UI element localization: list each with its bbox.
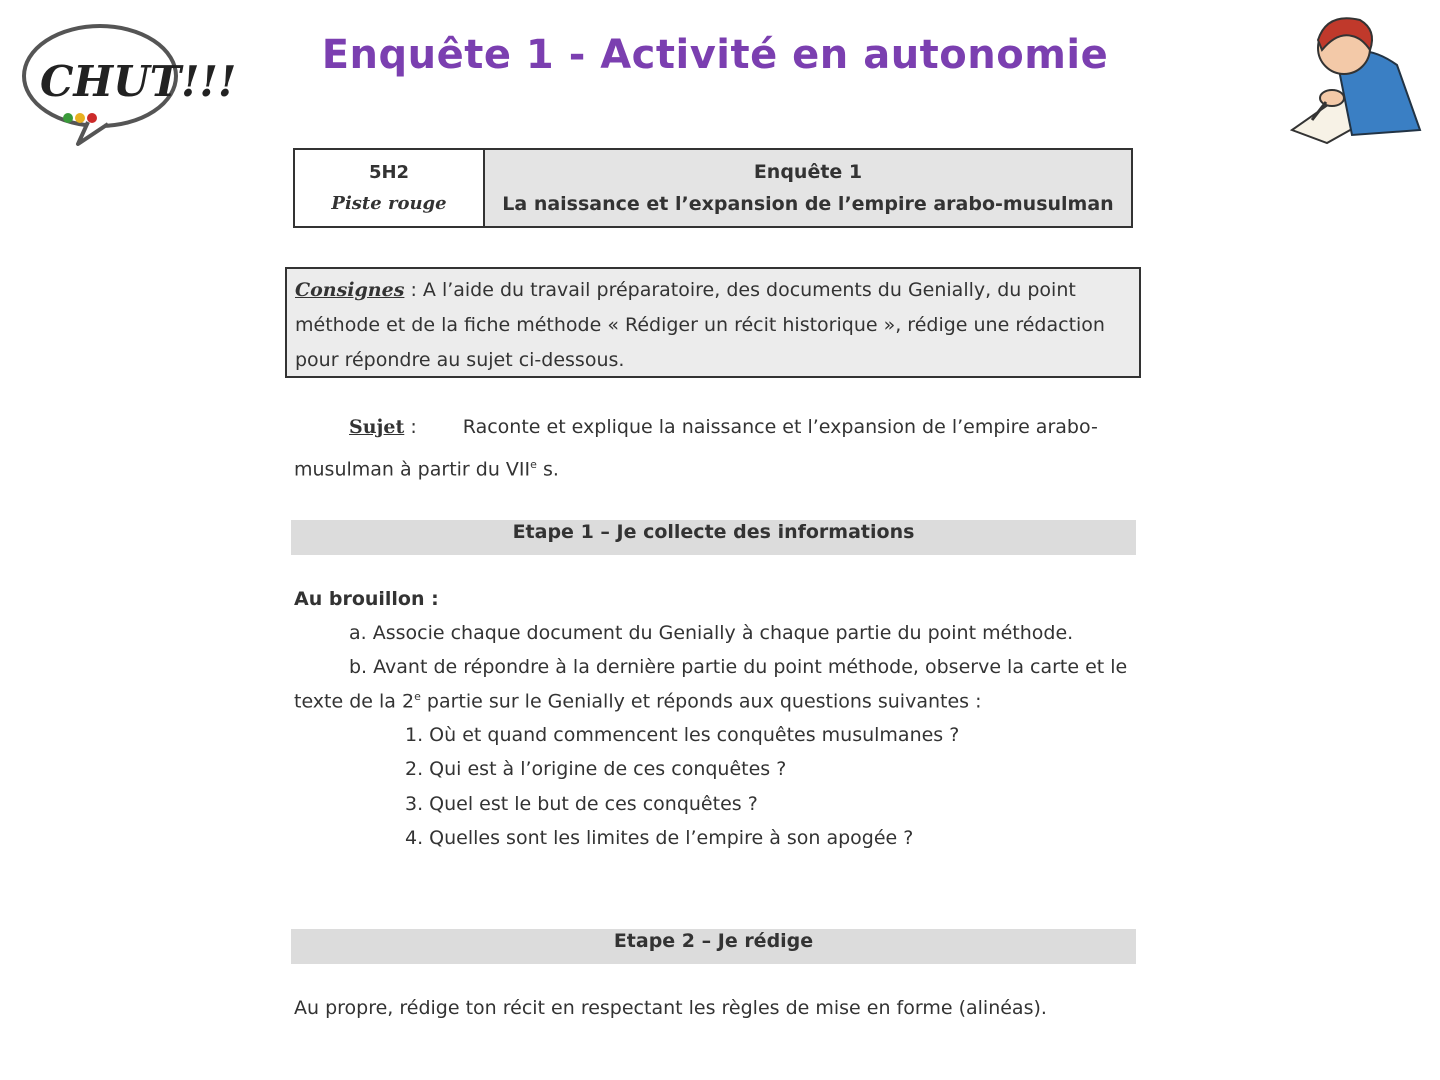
class-cell [295,150,485,226]
inquiry-cell [485,150,1131,226]
instructions-separator: : [404,279,423,301]
instructions-text: A l’aide du travail préparatoire, des documents du Genially, du point méthode et de la fiche méthode « Rédiger un récit historique », rédige une rédaction pour répondre au sujet ci-dessous. [295,279,1105,371]
step1-item-b: b. Avant de répondre à la dernière partie du point méthode, observe la carte et le [349,656,1128,678]
subject-label: Sujet [349,416,405,438]
subject-text-end: s. [536,458,559,481]
page-title: Enquête 1 - Activité en autonomie [321,32,1109,78]
question-2: 2. Qui est à l’origine de ces conquêtes ? [405,758,787,780]
item-b-text-end: partie sur le Genially et réponds aux questions suivantes : [420,690,982,713]
writing-child-illustration [1282,10,1427,145]
subject-sup: e [530,458,537,471]
step1-heading: Etape 1 – Je collecte des informations [291,520,1136,555]
subject-paragraph [294,408,1114,488]
step1-item-a: a. Associe chaque document du Genially à chaque partie du point méthode. [349,622,1074,644]
track-label: Piste rouge [331,193,447,214]
instructions-label: Consignes [295,279,405,301]
item-b-sup: e [414,690,421,703]
inquiry-label: Enquête 1 [753,161,863,183]
logo-text: CHUT!!! [40,57,237,106]
question-1: 1. Où et quand commencent les conquêtes musulmanes ? [405,724,960,746]
header-table [293,148,1133,228]
question-4: 4. Quelles sont les limites de l’empire à son apogée ? [405,827,914,849]
subject-separator: : [404,416,417,438]
subject-text: Raconte et explique la naissance et l’expansion de l’empire arabo-musulman à partir du VII [294,416,1098,481]
step2-heading: Etape 2 – Je rédige [291,929,1136,964]
inquiry-subject: La naissance et l’expansion de l’empire arabo-musulman [502,193,1114,215]
chut-logo [18,18,237,148]
question-3: 3. Quel est le but de ces conquêtes ? [405,793,758,815]
step2-text: Au propre, rédige ton récit en respectant les règles de mise en forme (alinéas). [294,997,1047,1019]
class-code: 5H2 [368,162,410,183]
item-b-text: texte de la 2 [294,690,415,713]
instructions-box [285,267,1141,378]
draft-label: Au brouillon : [294,588,439,610]
step1-item-b-continued [294,690,982,712]
